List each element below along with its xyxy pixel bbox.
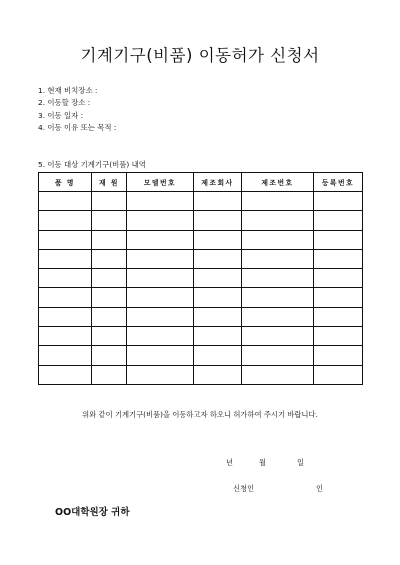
table-cell	[127, 230, 194, 249]
field-list	[38, 85, 116, 135]
field-destination: 2. 이동할 장소 :	[38, 98, 91, 108]
table-header-row	[39, 173, 363, 192]
date-line	[0, 458, 400, 470]
table-cell	[194, 288, 242, 307]
table-row	[39, 288, 363, 307]
table-cell	[194, 192, 242, 211]
table-cell	[314, 346, 363, 365]
applicant-label: 신청인	[233, 484, 255, 493]
table-cell	[314, 192, 363, 211]
table-cell	[314, 307, 363, 326]
table-cell	[194, 269, 242, 288]
date-year-label: 년	[226, 458, 234, 467]
table-cell	[127, 192, 194, 211]
header-manufacturer: 제조회사	[194, 173, 242, 192]
header-item-name: 품 명	[39, 173, 92, 192]
table-cell	[242, 192, 314, 211]
table-body	[39, 192, 363, 385]
table-cell	[314, 269, 363, 288]
document-title: 기계기구(비품) 이동허가 신청서	[80, 46, 320, 65]
header-registration-number: 등록번호	[314, 173, 363, 192]
table-row	[39, 230, 363, 249]
table-cell	[92, 230, 127, 249]
table-row	[39, 365, 363, 384]
table-cell	[39, 288, 92, 307]
table-cell	[242, 288, 314, 307]
table-cell	[39, 365, 92, 384]
recipient: OO대학원장 귀하	[55, 507, 130, 518]
table-cell	[314, 365, 363, 384]
field-move-date: 3. 이동 일자 :	[38, 110, 84, 120]
item-table	[38, 172, 363, 385]
table-row	[39, 211, 363, 230]
table-cell	[194, 346, 242, 365]
table-cell	[242, 230, 314, 249]
table-cell	[314, 230, 363, 249]
table-cell	[314, 327, 363, 346]
table-cell	[39, 211, 92, 230]
table-cell	[127, 249, 194, 268]
table-cell	[92, 288, 127, 307]
table-cell	[92, 249, 127, 268]
table-cell	[92, 211, 127, 230]
table-cell	[92, 192, 127, 211]
table-row	[39, 307, 363, 326]
table-cell	[127, 269, 194, 288]
table-cell	[194, 365, 242, 384]
table-cell	[194, 230, 242, 249]
table-cell	[39, 327, 92, 346]
table-cell	[242, 307, 314, 326]
table-cell	[92, 327, 127, 346]
table-cell	[39, 307, 92, 326]
header-spec: 재 원	[92, 173, 127, 192]
table-cell	[39, 346, 92, 365]
table-cell	[39, 269, 92, 288]
table-row	[39, 192, 363, 211]
table-row	[39, 249, 363, 268]
table-cell	[194, 327, 242, 346]
table-row	[39, 327, 363, 346]
table-cell	[242, 249, 314, 268]
table-cell	[127, 288, 194, 307]
header-serial-number: 제조번호	[242, 173, 314, 192]
table-cell	[242, 211, 314, 230]
table-cell	[242, 327, 314, 346]
table-cell	[314, 211, 363, 230]
date-month-label: 월	[259, 458, 267, 467]
table-cell	[127, 211, 194, 230]
table-cell	[242, 269, 314, 288]
table-cell	[39, 230, 92, 249]
table-cell	[127, 365, 194, 384]
table-cell	[127, 346, 194, 365]
field-current-location: 1. 현재 비치장소 :	[38, 86, 98, 95]
field-move-reason: 4. 이동 이유 또는 목적 :	[38, 123, 117, 133]
table-cell	[39, 192, 92, 211]
table-row	[39, 346, 363, 365]
table-cell	[242, 346, 314, 365]
table-row	[39, 269, 363, 288]
table-cell	[92, 269, 127, 288]
table-cell	[194, 307, 242, 326]
table-cell	[194, 249, 242, 268]
item-section-label: 5. 이동 대상 기계기구(비품) 내역	[38, 160, 146, 169]
table-cell	[127, 307, 194, 326]
signature-line	[0, 484, 400, 496]
table-cell	[92, 346, 127, 365]
request-statement: 위와 같이 기계기구(비품)을 이동하고자 하오니 허가하여 주시기 바랍니다.	[82, 410, 318, 419]
seal-label: 인	[316, 484, 324, 493]
header-model-number: 모델번호	[127, 173, 194, 192]
table-cell	[39, 249, 92, 268]
date-day-label: 일	[297, 458, 305, 467]
table-cell	[127, 327, 194, 346]
table-cell	[314, 288, 363, 307]
table-cell	[242, 365, 314, 384]
table-cell	[314, 249, 363, 268]
table-cell	[92, 307, 127, 326]
table-cell	[92, 365, 127, 384]
table-cell	[194, 211, 242, 230]
